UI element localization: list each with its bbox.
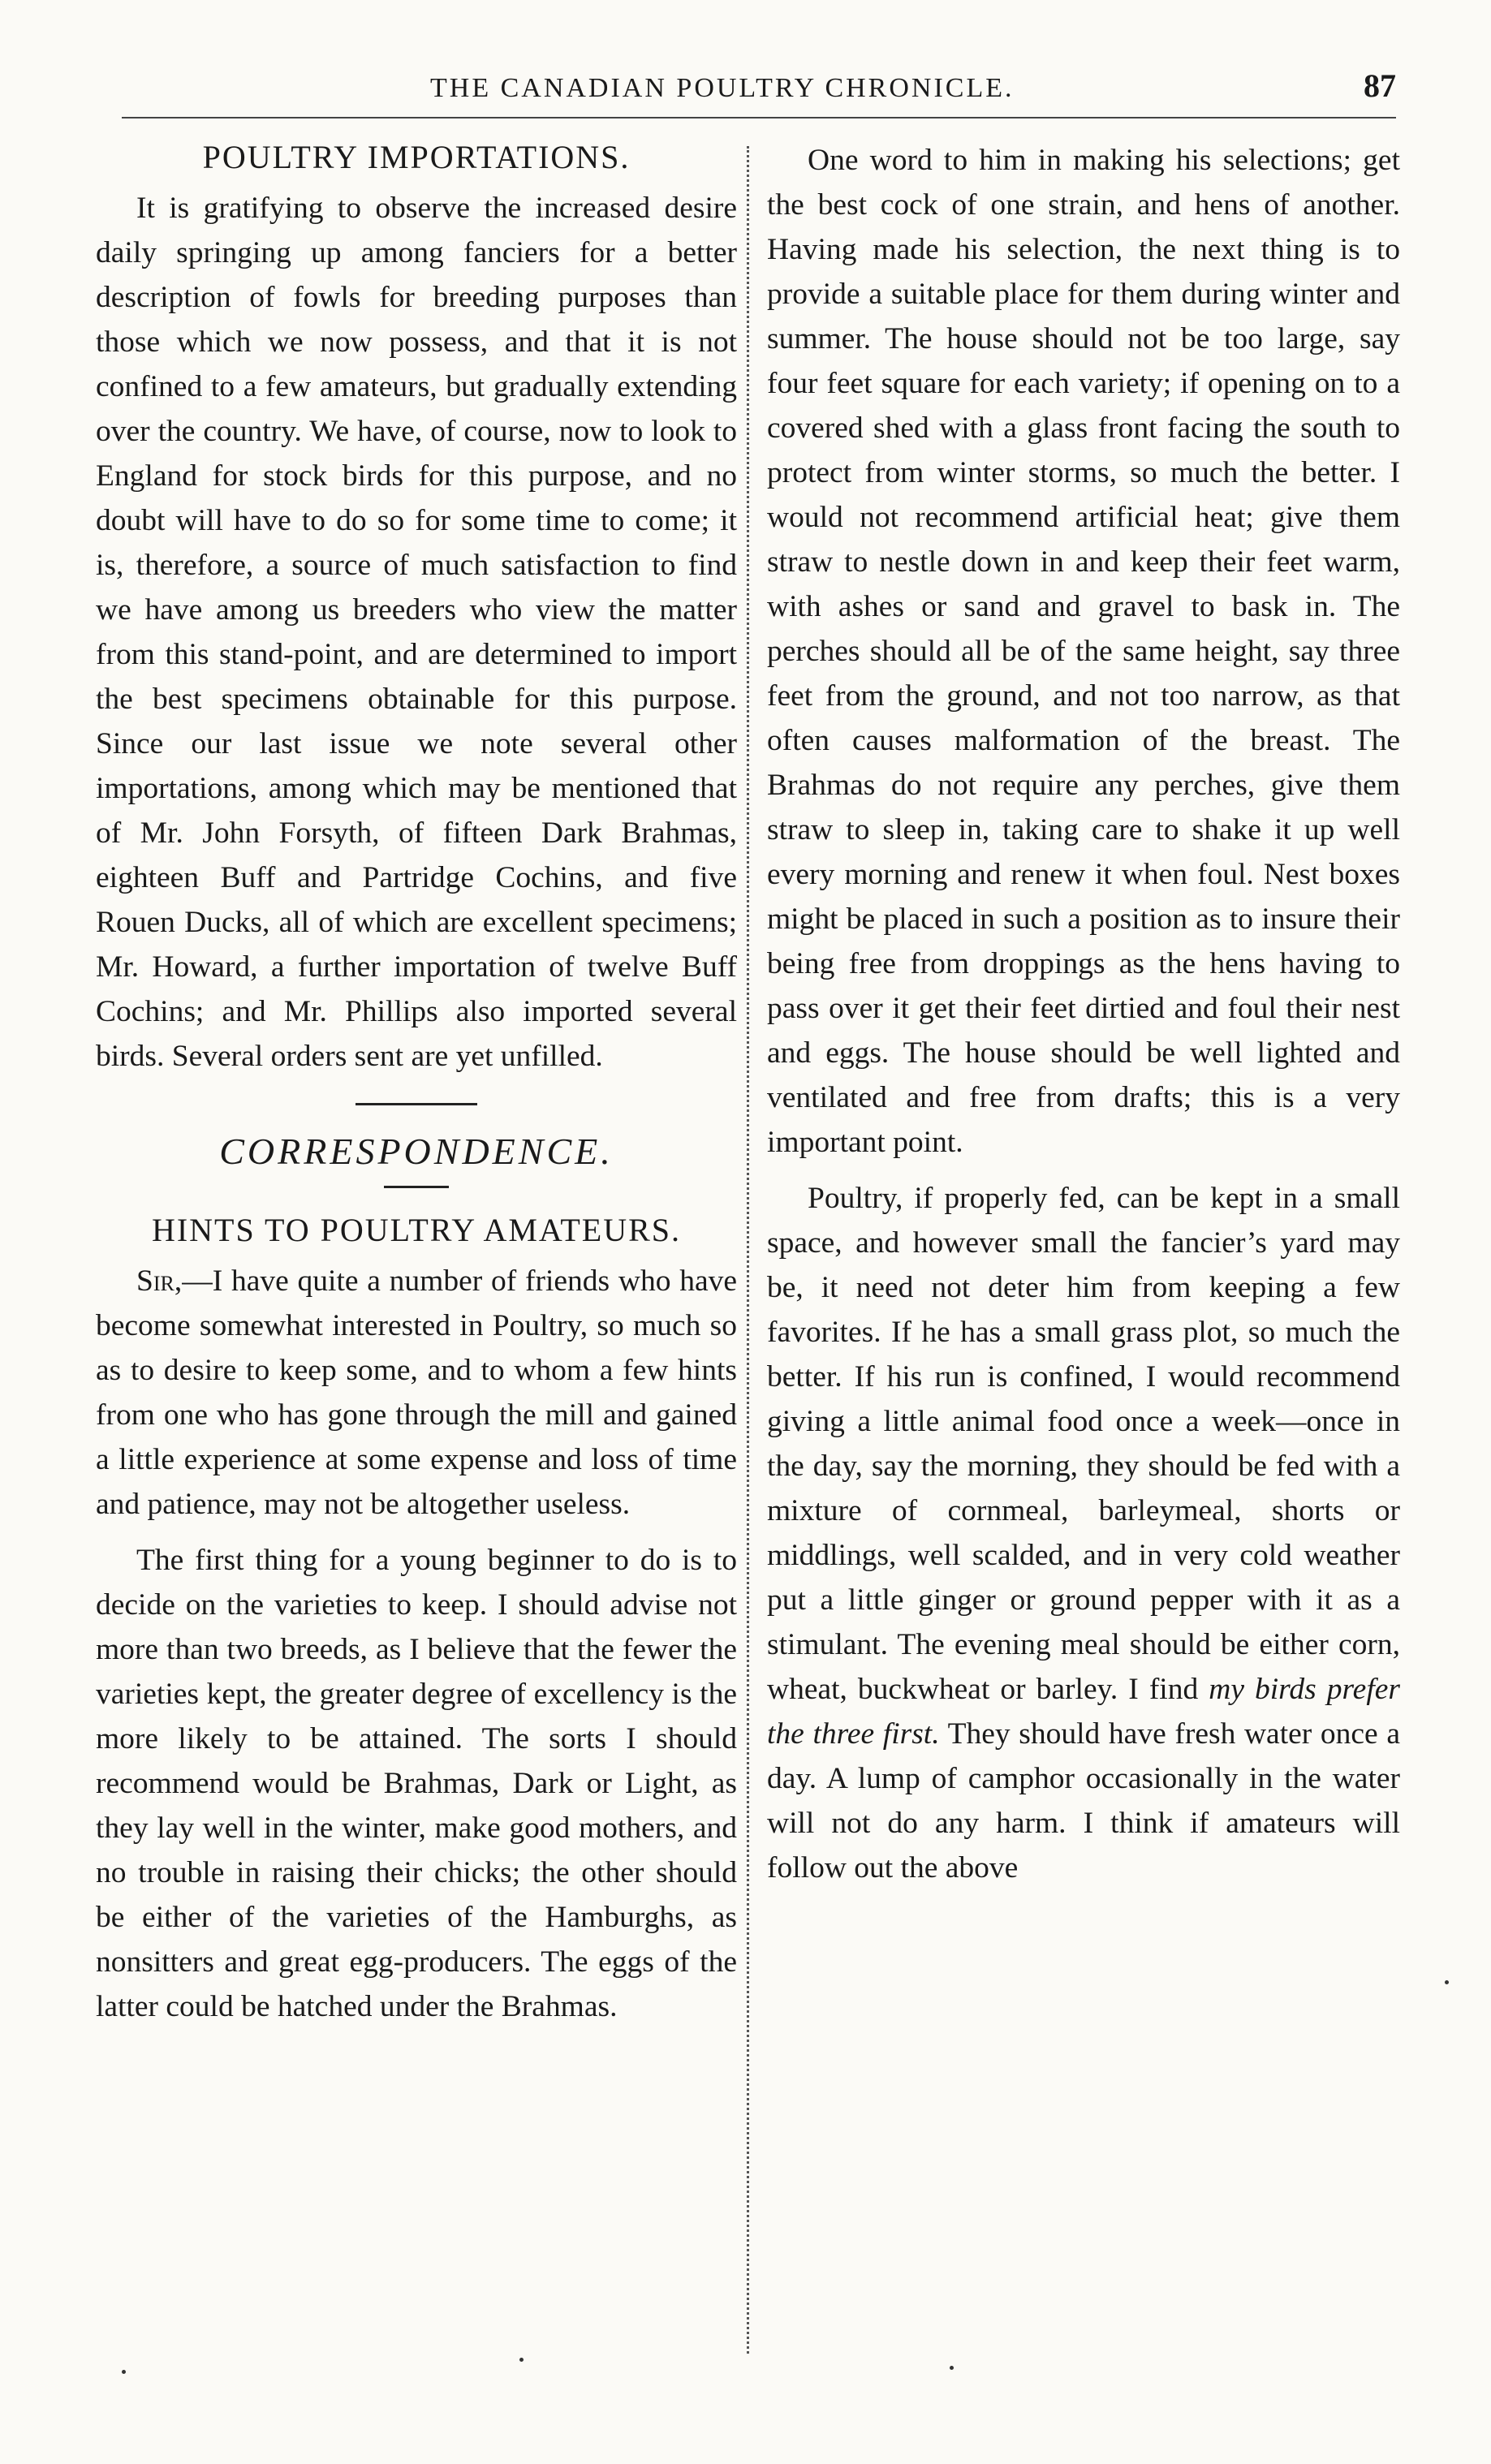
header-rule: [122, 117, 1396, 118]
left-column: [96, 138, 737, 2040]
right-paragraph-2-text-b: They should have fresh water once a day. A lump of camphor occasionally in the water will not do any harm. I think if amateurs will follow out the above: [767, 1717, 1400, 1885]
hints-paragraph-1: [96, 1259, 737, 1527]
print-speck: [519, 2358, 524, 2362]
correspondence-title: CORRESPONDENCE.: [219, 1131, 614, 1172]
section-rule-small: [384, 1186, 449, 1188]
running-title: THE CANADIAN POULTRY CHRONICLE.: [430, 73, 1015, 103]
right-paragraph-2-italic: my birds prefer the three first.: [767, 1673, 1400, 1751]
right-column: [767, 138, 1400, 1902]
importations-heading: POULTRY IMPORTATIONS.: [202, 139, 631, 175]
right-paragraph-1: One word to him in making his selections; get the best cock of one strain, and hens of another. Having made his selection, the next thing is to provide a suitable place for them during winter and summer. The house should not be too large, say four feet square for each variety; if opening on to a covered shed with a glass front facing the south to protect from winter storms, so much the better. I would not recommend artificial heat; give them straw to nestle down in and keep their feet warm, with ashes or sand and gravel to bask in. The perches should all be of the same height, say three feet from the ground, and not too narrow, as that often causes malformation of the breast. The Brahmas do not require any perches, give them straw to sleep in, taking care to shake it up well every morning and renew it when foul. Nest boxes might be placed in such a position as to insure their being free from droppings as the hens having to pass over it get their feet dirtied and foul their nest and eggs. The house should be well lighted and ventilated and free from drafts; this is a very important point.: [767, 144, 1400, 1159]
print-speck: [950, 2366, 954, 2370]
page-number: 87: [1364, 67, 1396, 104]
hints-heading: HINTS TO POULTRY AMATEURS.: [151, 1212, 682, 1248]
page-header: [122, 67, 1396, 115]
column-divider: [747, 146, 749, 2354]
print-speck: [1445, 1980, 1449, 1984]
print-speck: [122, 2370, 126, 2374]
right-paragraph-2: [767, 1176, 1400, 1890]
importations-paragraph: It is gratifying to observe the increased desire daily springing up among fanciers for a better description of fowls for breeding purposes than those which we now possess, and that it is not confined to a few amateurs, but gradually extending over the country. We have, of course, now to look to England for stock birds for this purpose, and no doubt will have to do so for some time to come; it is, therefore, a source of much satisfaction to find we have among us breeders who view the matter from this stand-point, and are determined to import the best specimens obtainable for this purpose. Since our last issue we note several other importations, among which may be mentioned that of Mr. John Forsyth, of fifteen Dark Brahmas, eighteen Buff and Partridge Cochins, and five Rouen Ducks, all of which are excellent specimens; Mr. Howard, a further importation of twelve Buff Cochins; and Mr. Phillips also imported several birds. Several orders sent are yet unfilled.: [96, 192, 737, 1073]
hints-paragraph-1-text: —I have quite a number of friends who have become somewhat interested in Poultry, so much so as to desire to keep some, and to whom a few hints from one who has gone through the mill and gained a little experience at some expense and loss of time and patience, may not be altogether useless.: [96, 1264, 737, 1521]
section-rule: [356, 1103, 477, 1105]
salutation: Sir,: [136, 1264, 183, 1298]
hints-paragraph-2: The first thing for a young beginner to do is to decide on the varieties to keep. I should advise not more than two breeds, as I believe that the fewer the varieties kept, the greater degree of excellency is the more likely to be attained. The sorts I should recommend would be Brahmas, Dark or Light, as they lay well in the winter, make good mothers, and no trouble in raising their chicks; the other should be either of the varieties of the Hamburghs, as nonsitters and great egg-producers. The eggs of the latter could be hatched under the Brahmas.: [96, 1544, 737, 2023]
right-paragraph-2-text-a: Poultry, if properly fed, can be kept in a small space, and however small the fancier’s yard may be, it need not deter him from keeping a few favorites. If he has a small grass plot, so much the better. If his run is confined, I would recommend giving a little animal food once a week—once in the day, say the morning, they should be fed with a mixture of cornmeal, barleymeal, shorts or middlings, well scalded, and in very cold weather put a little ginger or ground pepper with it as a stimulant. The evening meal should be either corn, wheat, buckwheat or barley. I find: [767, 1182, 1400, 1706]
